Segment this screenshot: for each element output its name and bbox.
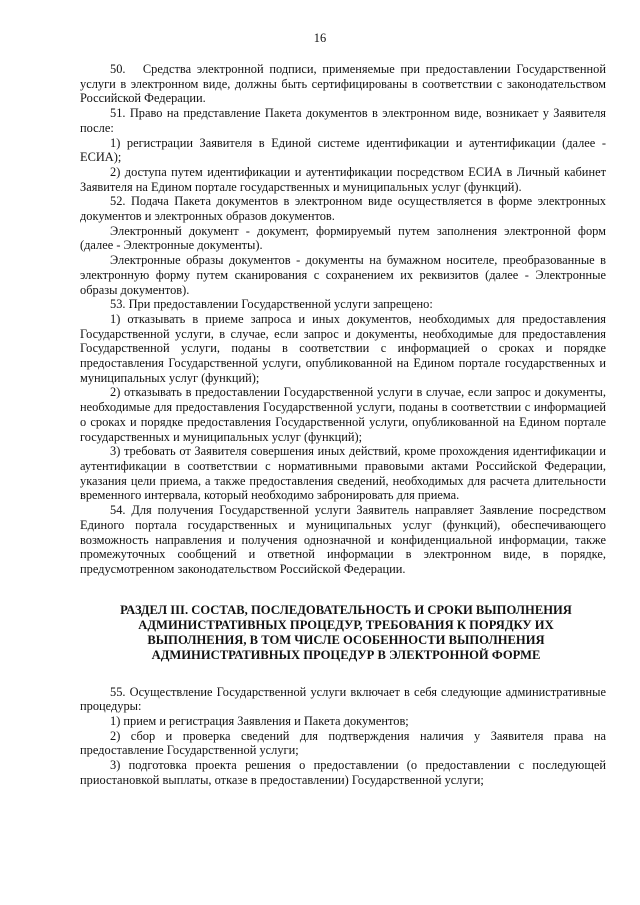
paragraph-electronic-document: Электронный документ - документ, формируемый путем заполнения электронной форм (далее - Электронные документы). (80, 223, 606, 253)
section-heading-line: РАЗДЕЛ III. СОСТАВ, ПОСЛЕДОВАТЕЛЬНОСТЬ И СРОКИ ВЫПОЛНЕНИЯ (120, 602, 572, 617)
section-heading-line: АДМИНИСТРАТИВНЫХ ПРОЦЕДУР, ТРЕБОВАНИЯ К ПОРЯДКУ ИХ (138, 617, 554, 632)
list-item: 1) регистрации Заявителя в Единой системе идентификации и аутентификации (далее - ЕСИА); (80, 135, 606, 165)
document-body (80, 62, 606, 788)
list-item: 2) отказывать в предоставлении Государственной услуги в случае, если запрос и документы, необходимые для предоставления Государственной услуги, поданы в соответствии с информацией о сроках и порядке предоставления Государственной услуги, опубликованной на Едином портале государственных и муниципальных услуг (функций); (80, 385, 606, 444)
paragraph-55: 55. Осуществление Государственной услуги включает в себя следующие административные процедуры: (80, 684, 606, 714)
section-heading-line: ВЫПОЛНЕНИЯ, В ТОМ ЧИСЛЕ ОСОБЕННОСТИ ВЫПОЛНЕНИЯ (147, 632, 545, 647)
list-item: 1) отказывать в приеме запроса и иных документов, необходимых для предоставления Государственной услуги, в случае, если запрос и документы, необходимые для предоставления Государственной услуги, поданы в соответствии с информацией о сроках и порядке предоставления Государственной услуги, опубликованной на Едином портале государственных и муниципальных услуг (функций); (80, 311, 606, 385)
paragraph-54: 54. Для получения Государственной услуги Заявитель направляет Заявление посредством Единого портала государственных и муниципальных услуг (функций), обеспечивающего возможность направления и получения однозначной и конфиденциальной информации, также промежуточных сообщений и ответной информации в электронном виде, в порядке, предусмотренном законодательством Российской Федерации. (80, 503, 606, 576)
list-item: 3) подготовка проекта решения о предоставлении (о предоставлении с последующей приостановкой выплаты, отказе в предоставлении) Государственной услуги; (80, 758, 606, 787)
paragraph-electronic-images: Электронные образы документов - документы на бумажном носителе, преобразованные в электронную форму путем сканирования с сохранением их реквизитов (далее - Электронные образы документов). (80, 253, 606, 297)
page-number: 16 (313, 31, 327, 45)
list-item: 2) доступа путем идентификации и аутентификации посредством ЕСИА в Личный кабинет Заявителя на Едином портале государственных и муниципальных услуг (функций). (80, 164, 606, 194)
paragraph-52: 52. Подача Пакета документов в электронном виде осуществляется в форме электронных документов и электронных образов документов. (80, 194, 606, 224)
paragraph-50: 50. Средства электронной подписи, применяемые при предоставлении Государственной услуги в электронном виде, должны быть сертифицированы в соответствии с законодательством Российской Федерации. (80, 62, 606, 106)
paragraph-51: 51. Право на представление Пакета документов в электронном виде, возникает у Заявителя после: (80, 106, 606, 135)
section-heading-line: АДМИНИСТРАТИВНЫХ ПРОЦЕДУР В ЭЛЕКТРОННОЙ ФОРМЕ (151, 647, 541, 662)
paragraph-53: 53. При предоставлении Государственной услуги запрещено: (110, 297, 433, 312)
list-item: 1) прием и регистрация Заявления и Пакета документов; (110, 714, 409, 729)
list-item: 2) сбор и проверка сведений для подтверждения наличия у Заявителя права на предоставление Государственной услуги; (80, 728, 606, 758)
section-heading (80, 603, 606, 663)
list-item: 3) требовать от Заявителя совершения иных действий, кроме прохождения идентификации и аутентификации в соответствии с нормативными правовыми актами Российской Федерации, указания цели приема, а также предоставления сведений, необходимых для расчета длительности временного интервала, который необходимо забронировать для приема. (80, 444, 606, 503)
